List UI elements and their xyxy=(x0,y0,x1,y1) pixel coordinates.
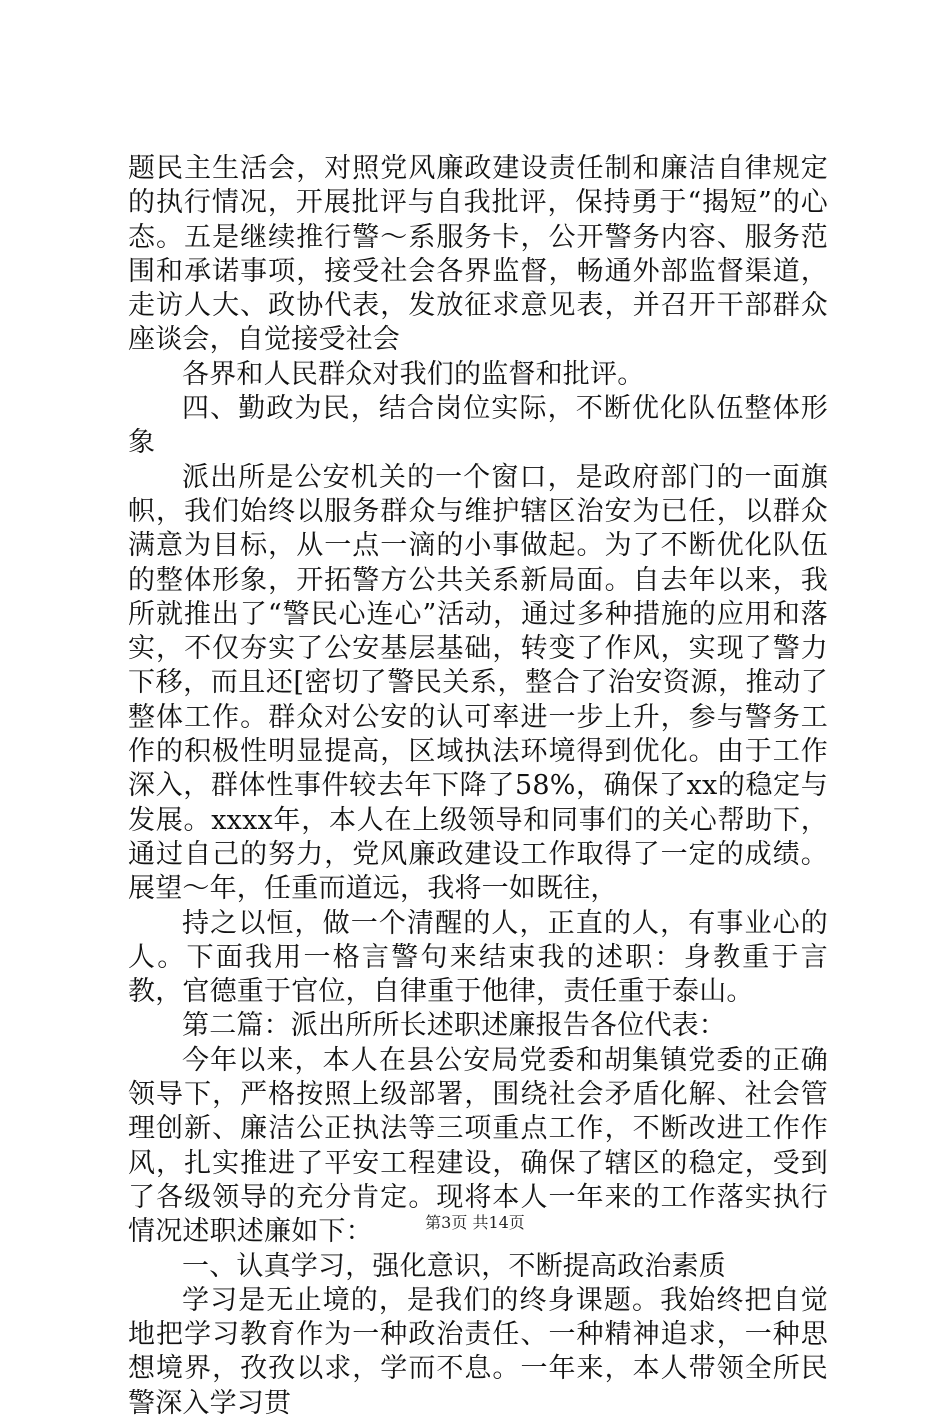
page-number-footer: 第3页 共14页 xyxy=(425,1213,525,1232)
paragraph-5: 今年以来，本人在县公安局党委和胡集镇党委的正确领导下，严格按照上级部署，围绕社会矛盾化解、社会管理创新、廉洁公正执法等三项重点工作，不断改进工作作风，扎实推进了平安工程建设，确保了辖区的稳定，受到了各级领导的充分肯定。现将本人一年来的工作落实执行情况述职述廉如下： xyxy=(128,1044,828,1248)
section-heading-4: 四、勤政为民，结合岗位实际，不断优化队伍整体形象 xyxy=(128,393,828,459)
paragraph-2: 各界和人民群众对我们的监督和批评。 xyxy=(182,358,645,390)
section-heading-1: 一、认真学习，强化意识，不断提高政治素质 xyxy=(182,1250,726,1282)
paragraph-1: 题民主生活会，对照党风廉政建设责任制和廉洁自律规定的执行情况，开展批评与自我批评，保持勇于“揭短”的心态。五是继续推行警～系服务卡，公开警务内容、服务范围和承诺事项，接受社会各界监督，畅通外部监督渠道，走访人大、政协代表，发放征求意见表，并召开干部群众座谈会，自觉接受社会 xyxy=(128,153,828,356)
chapter-heading-2: 第二篇：派出所所长述职述廉报告各位代表： xyxy=(182,1010,726,1042)
paragraph-4: 持之以恒，做一个清醒的人，正直的人，有事业心的人。下面我用一格言警句来结束我的述职：身教重于言教，官德重于官位，自律重于他律，责任重于泰山。 xyxy=(128,907,828,1008)
paragraph-6: 学习是无止境的，是我们的终身课题。我始终把自觉地把学习教育作为一种政治责任、一种精神追求，一种思想境界，孜孜以求，学而不息。一年来，本人带领全所民警深入学习贯 xyxy=(128,1284,828,1419)
paragraph-3: 派出所是公安机关的一个窗口，是政府部门的一面旗帜，我们始终以服务群众与维护辖区治安为已任，以群众满意为目标，从一点一滴的小事做起。为了不断优化队伍的整体形象，开拓警方公共关系新局面。自去年以来，我所就推出了“警民心连心”活动，通过多种措施的应用和落实，不仅夯实了公安基层基础，转变了作风，实现了警力下移，而且还[密切了警民关系，整合了治安资源，推动了整体工作。群众对公安的认可率进一步上升，参与警务工作的积极性明显提高，区域执法环境得到优化。由于工作深入，群体性事件较去年下降了58%，确保了xx的稳定与发展。xxxx年，本人在上级领导和同事们的关心帮助下，通过自己的努力，党风廉政建设工作取得了一定的成绩。展望～年，任重而道远，我将一如既往， xyxy=(128,461,828,905)
